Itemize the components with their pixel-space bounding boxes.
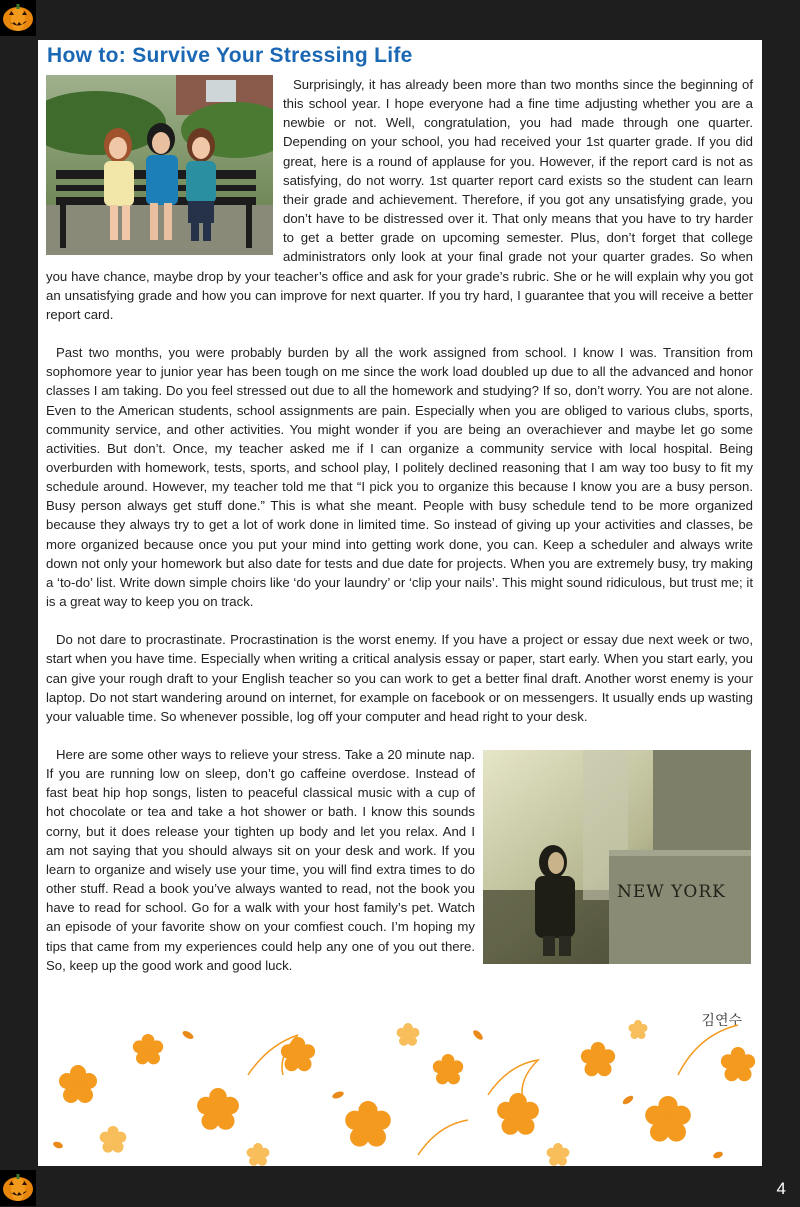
paragraph-1: Surprisingly, it has already been more than two months since the beginning of this school year. I hope everyone had a fine time adjusting whether you are a newbie or not. Well, congratulation, you had made through one quarter. Depending on your school, you had received your 1st quarter grade. If you did great, here is a round of applause for you. However, if the report card is not as satisfying, do not worry. 1st quarter report card exists so the student can learn their grade and achievement. Therefore, if you got any unsatisfying grade, you don’t have to be distressed over it. That only means that you have to try harder to get a better grade on upcoming semester. Plus, don’t forget that college administrators only look at your final grade not your quarter grades. So when you have chance, maybe drop by your teacher’s office and ask for your grade’s rubric. She or he will explain why you got an unsatisfying grade and how you can improve for next quarter. If you try hard, I guarantee that you will receive a better report card. (46, 75, 753, 324)
photo-new-york-memorial (483, 750, 751, 964)
paragraph-3: Do not dare to procrastinate. Procrastination is the worst enemy. If you have a project or essay due next week or two, start when you have time. Especially when writing a critical analysis essay or paper, start early. When you start early, you can give your rough draft to your English teacher so you can work to get a better final draft. Another worst enemy is your laptop. Do not start wandering around on internet, for example on facebook or on messengers. It usually ends up wasting your valuable time. So whenever possible, log off your computer and head right to your desk. (46, 632, 753, 724)
author-name: 김연수 (701, 1013, 742, 1029)
article-body (46, 75, 753, 994)
article-panel (38, 40, 762, 1166)
orange-flower-decoration (38, 1015, 762, 1166)
paragraph-2: Past two months, you were probably burden by all the work assigned from school. I know I was. Transition from sophomore year to junior year has been tough on me since the work load doubled up due to all the advanced and honor classes I am taking. Do you feel stressed out due to all the homework and studying? If so, don’t worry. You are not alone. Even to the American students, school assignments are pain. Especially when you are obliged to various clubs, sports, community service, and other activities. You might wonder if you are being an overachiever and maybe let go some activities. But don’t. Once, my teacher asked me if I can organize a community service with local hospital. Being overburden with homework, tests, sports, and school play, I politely declined reasoning that I am way too busy to fit my schedule around. However, my teacher told me that “I pick you to organize this because I know you are a busy person. Busy person always get stuff done.” This is what she meant. People with busy schedule tend to be more organized because they always try to get a lot of work done in limited time. So instead of giving up your activities and classes, be more organized because once you put your mind into getting work done, you can. Keep a scheduler and always write down not only your homework but also date for tests and due date for projects. When you are extremely busy, try making a ‘to-do’ list. Write down simple choirs like ‘do your laundry’ or ‘clip your nails’. This might sound ridiculous, but trust me; it is a great way to keep you on track. (46, 345, 753, 610)
paragraph-4: NEW YORK Here are some other ways to relieve your stress. Take a 20 minute nap. If you are running low on sleep, don’t go caffeine overdose. Instead of fast beat hip hop songs, listen to peaceful classical music with a cup of hot chocolate or tea and take a hot shower or bath. I know this sounds corny, but it does release your tighten up body and let you relax. And I am not saying that you should always sit on your desk and work. If you learn to organize and wisely use your time, you will find extra times to do other stuff. Read a book you’ve always wanted to read, not the book you have to read for school. Go for a walk with your host family’s pet. Watch an episode of your favorite show on your comfiest couch. I’m hoping my tips that came from my experiences could help any one of you out there. So, keep up the good work and good luck. (46, 745, 753, 975)
new-york-sign-text: NEW YORK (617, 882, 726, 902)
page-number: 4 (776, 1179, 786, 1198)
pumpkin-icon (0, 1170, 36, 1206)
article-title: How to: Survive Your Stressing Life (47, 44, 413, 67)
pumpkin-icon (0, 0, 36, 36)
photo-three-girls-on-bench (46, 75, 273, 255)
